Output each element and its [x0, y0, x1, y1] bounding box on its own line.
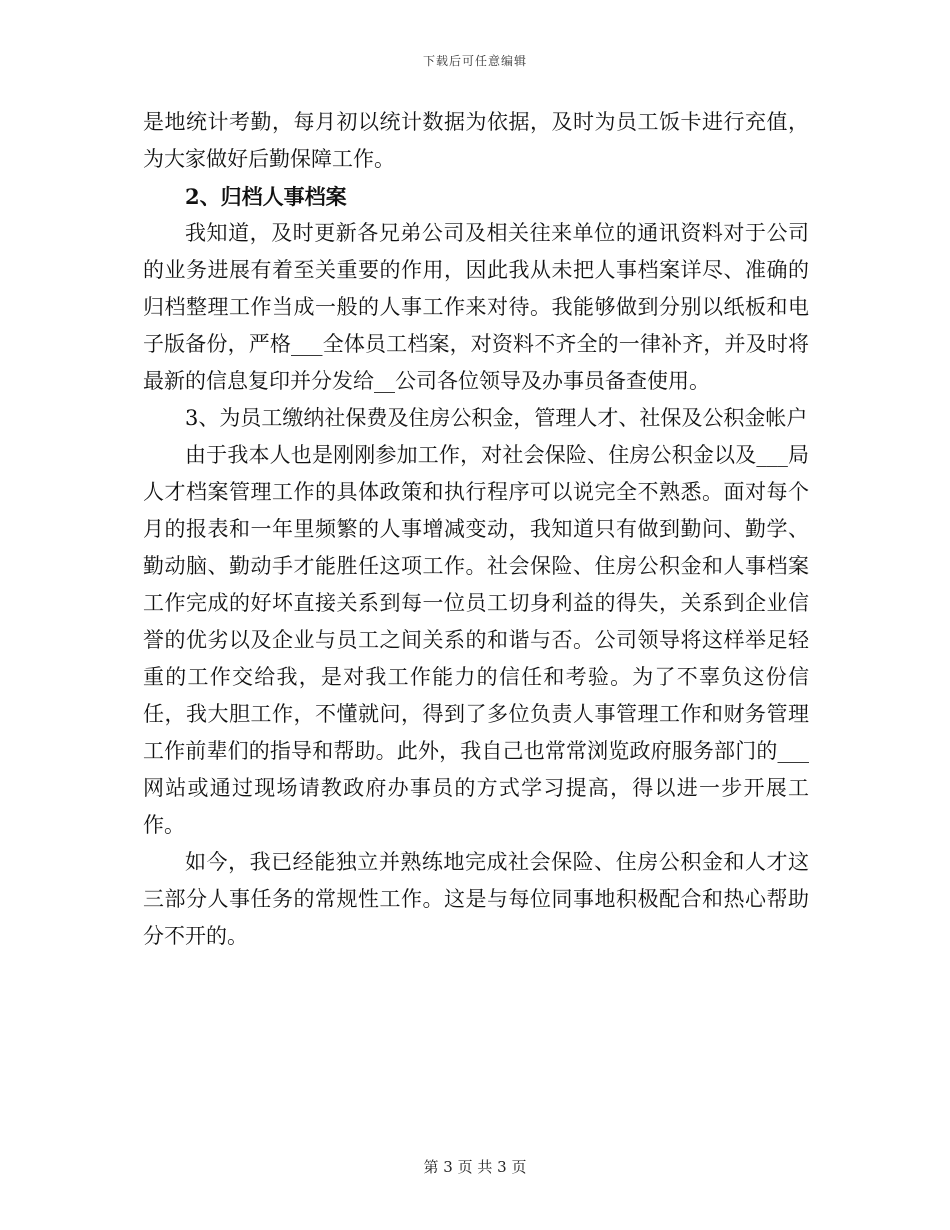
paragraph-attendance: 是地统计考勤，每月初以统计数据为依据，及时为员工饭卡进行充值，为大家做好后勤保障工作。	[143, 110, 809, 171]
paragraph-social-security: 由于我本人也是刚刚参加工作，对社会保险、住房公积金以及___局人才档案管理工作的具体政策和执行程序可以说完全不熟悉。面对每个月的报表和一年里频繁的人事增减变动，我知道只有做到勤问、勤学、勤动脑、勤动手才能胜任这项工作。社会保险、住房公积金和人事档案工作完成的好坏直接关系到每一位员工切身利益的得失，关系到企业信誉的优劣以及企业与员工之间关系的和谐与否。公司领导将这样举足轻重的工作交给我，是对我工作能力的信任和考验。为了不辜负这份信任，我大胆工作，不懂就问，得到了多位负责人事管理工作和财务管理工作前辈们的指导和帮助。此外，我自己也常常浏览政府服务部门的___网站或通过现场请教政府办事员的方式学习提高，得以进一步开展工作。	[143, 443, 809, 837]
page-header-note: 下载后可任意编辑	[422, 54, 527, 68]
page-number-footer: 第 3 页 共 3 页	[423, 1158, 527, 1176]
section-heading-social-security: 3、为员工缴纳社保费及住房公积金，管理人才、社保及公积金帐户	[185, 406, 808, 430]
document-body	[143, 104, 809, 955]
paragraph-summary: 如今，我已经能独立并熟练地完成社会保险、住房公积金和人才这三部分人事任务的常规性工作。这是与每位同事地积极配合和热心帮助分不开的。	[143, 850, 809, 948]
section-heading-archive: 2、归档人事档案	[185, 184, 347, 209]
paragraph-archive: 我知道，及时更新各兄弟公司及相关往来单位的通讯资料对于公司的业务进展有着至关重要的作用，因此我从未把人事档案详尽、准确的归档整理工作当成一般的人事工作来对待。我能够做到分别以纸板和电子版备份，严格___全体员工档案，对资料不齐全的一律补齐，并及时将最新的信息复印并分发给__公司各位领导及办事员备查使用。	[143, 221, 809, 393]
